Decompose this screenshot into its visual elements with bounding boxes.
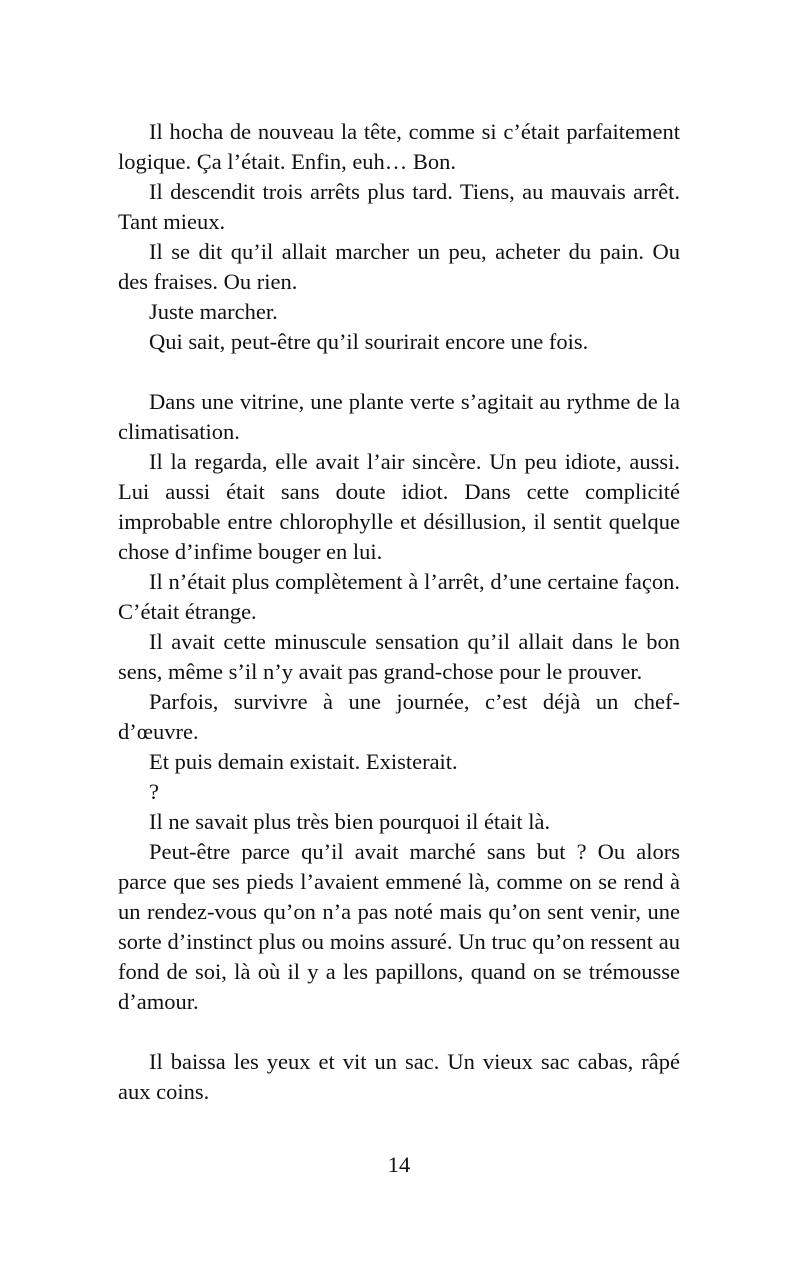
paragraph: Il ne savait plus très bien pourquoi il était là. [149, 809, 551, 834]
paragraph: Il la regarda, elle avait l’air sincère. Un peu idiote, aussi. Lui aussi était sans doute idiot. Dans cette complicité improbable entre chlorophylle et désillusion, il sentit quelque chose d’infime bouger en lui. [118, 449, 680, 564]
paragraph: Juste marcher. [149, 299, 278, 324]
paragraph: ? [149, 779, 159, 804]
page-body [118, 117, 680, 1107]
paragraph: Il descendit trois arrêts plus tard. Tiens, au mauvais arrêt. Tant mieux. [118, 179, 680, 234]
paragraph: Qui sait, peut-être qu’il sourirait encore une fois. [149, 329, 589, 354]
paragraph: Il n’était plus complètement à l’arrêt, d’une certaine façon. C’était étrange. [118, 569, 680, 624]
paragraph: Il se dit qu’il allait marcher un peu, acheter du pain. Ou des fraises. Ou rien. [118, 239, 680, 294]
paragraph: Dans une vitrine, une plante verte s’agitait au rythme de la climatisation. [118, 389, 680, 444]
paragraph: Parfois, survivre à une journée, c’est déjà un chef-d’œuvre. [118, 689, 680, 744]
paragraph: Peut-être parce qu’il avait marché sans but ? Ou alors parce que ses pieds l’avaient emmené là, comme on se rend à un rendez-vous qu’on n’a pas noté mais qu’on sent venir, une sorte d’instinct plus ou moins assuré. Un truc qu’on ressent au fond de soi, là où il y a les papillons, quand on se trémousse d’amour. [118, 839, 680, 1014]
paragraph: Il avait cette minuscule sensation qu’il allait dans le bon sens, même s’il n’y avait pas grand-chose pour le prouver. [118, 629, 680, 684]
paragraph: Il hocha de nouveau la tête, comme si c’était parfaitement logique. Ça l’était. Enfin, euh… Bon. [118, 119, 680, 174]
paragraph: Et puis demain existait. Existerait. [149, 749, 458, 774]
page-number: 14 [387, 1152, 411, 1177]
paragraph: Il baissa les yeux et vit un sac. Un vieux sac cabas, râpé aux coins. [118, 1049, 680, 1104]
